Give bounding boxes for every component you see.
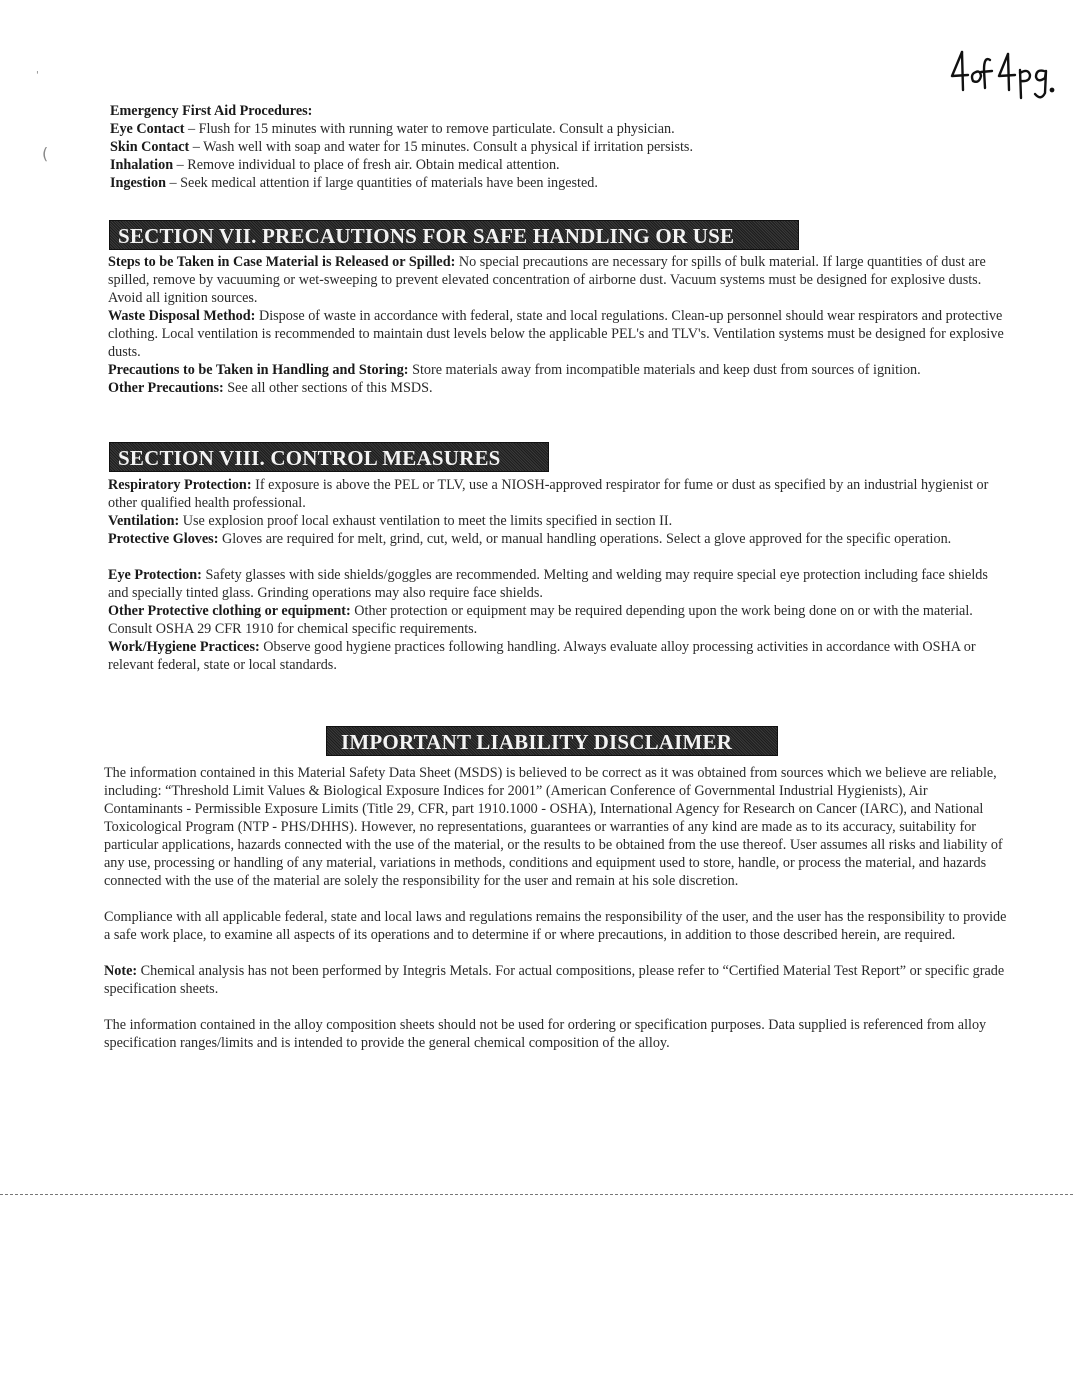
- section-8-banner: SECTION VIII. CONTROL MEASURES: [109, 442, 549, 472]
- spacer: [104, 944, 1009, 962]
- first-aid-inhalation: Inhalation – Remove individual to place of fresh air. Obtain medical attention.: [110, 157, 560, 173]
- handwritten-note-text: 4 of 4pg.: [948, 101, 953, 102]
- disclaimer-body: [104, 764, 1009, 1052]
- section-7-body: [108, 253, 1008, 397]
- scan-mark: (: [42, 144, 49, 163]
- other-precautions: Other Precautions: See all other sections of this MSDS.: [108, 380, 433, 396]
- spill-steps: Steps to be Taken in Case Material is Released or Spilled: No special precautions are necessary for spills of bulk material. If large quantities of dust are spilled, remove by vacuuming or wet-sweeping to prevent elevated concentration of airborne dust. Vacuum systems must be designed for explosive dusts. Avoid all ignition sources.: [108, 254, 986, 306]
- first-aid-skin: Skin Contact – Wash well with soap and water for 15 minutes. Consult a physical if irritation persists.: [110, 139, 693, 155]
- handwriting-drawing: [948, 46, 1058, 102]
- disclaimer-paragraph-1: The information contained in this Material Safety Data Sheet (MSDS) is believed to be correct as it was obtained from sources which we believe are reliable, including: “Threshold Limit Values & Biological Exposure Indices for 2001” (American Conference of Governmental Industrial Hygienists), Air Contaminants - Permissible Exposure Limits (Title 29, CFR, part 1910.1000 - OSHA), International Agency for Research on Cancer (IARC), and National Toxicological Program (NTP - PHS/DHHS). However, no representations, guarantees or warranties of any kind are made as to its accuracy, suitability for particular applications, hazards connected with the use of the material, or the results to be obtained from the use thereof. User assumes all risks and liability of any use, processing or handling of any material, variations in methods, conditions and equipment used to store, handle, or process the material, and hazards connected with the use of the material are solely the responsibility for the user and remain at his sole discretion.: [104, 765, 1003, 889]
- handwritten-page-note: [948, 46, 1058, 102]
- waste-disposal: Waste Disposal Method: Dispose of waste in accordance with federal, state and local regulations. Clean-up personnel should wear respirators and protective clothing. Local ventilation is recommended to maintain dust levels below the applicable PEL's and TLV's. Ventilation systems must be designed for explosive dusts.: [108, 308, 1004, 360]
- scan-mark: ': [36, 70, 39, 81]
- spacer: [104, 998, 1009, 1016]
- disclaimer-note: Note: Chemical analysis has not been performed by Integris Metals. For actual compositions, please refer to “Certified Material Test Report” or specific grade specification sheets.: [104, 963, 1005, 997]
- handling-storing: Precautions to be Taken in Handling and Storing: Store materials away from incompatible materials and keep dust from sources of ignition.: [108, 362, 921, 378]
- first-aid-eye: Eye Contact – Flush for 15 minutes with running water to remove particulate. Consult a physician.: [110, 121, 675, 137]
- spacer: [104, 890, 1009, 908]
- spacer: [108, 548, 1008, 566]
- emergency-first-aid: [110, 102, 870, 192]
- respiratory-protection: Respiratory Protection: If exposure is above the PEL or TLV, use a NIOSH-approved respirator for fume or dust as specified by an industrial hygienist or other qualified health professional.: [108, 477, 989, 511]
- ventilation: Ventilation: Use explosion proof local exhaust ventilation to meet the limits specified in section II.: [108, 513, 673, 529]
- section-7-banner: SECTION VII. PRECAUTIONS FOR SAFE HANDLING OR USE: [109, 220, 799, 250]
- protective-gloves: Protective Gloves: Gloves are required for melt, grind, cut, weld, or manual handling operations. Select a glove approved for the specific operation.: [108, 531, 952, 547]
- first-aid-ingestion: Ingestion – Seek medical attention if large quantities of materials have been ingested.: [110, 175, 598, 191]
- work-hygiene-practices: Work/Hygiene Practices: Observe good hygiene practices following handling. Always evaluate alloy processing activities in accordance with OSHA or relevant federal, state or local standards.: [108, 639, 976, 673]
- disclaimer-paragraph-2: Compliance with all applicable federal, state and local laws and regulations remains the responsibility of the user, and the user has the responsibility to provide a safe work place, to examine all aspects of its operations and to determine if or where precautions, in addition to those described herein, are required.: [104, 909, 1007, 943]
- emergency-heading: Emergency First Aid Procedures:: [110, 103, 313, 119]
- eye-protection: Eye Protection: Safety glasses with side shields/goggles are recommended. Melting and welding may require special eye protection including face shields and specially tinted glass. Grinding operations may also require face shields.: [108, 567, 988, 601]
- other-protective-clothing: Other Protective clothing or equipment: Other protection or equipment may be required depending upon the work being done on or with the material. Consult OSHA 29 CFR 1910 for chemical specific requirements.: [108, 603, 973, 637]
- section-8-body: [108, 476, 1008, 674]
- page-divider-rule: [0, 1194, 1073, 1195]
- disclaimer-banner: IMPORTANT LIABILITY DISCLAIMER: [326, 726, 778, 756]
- disclaimer-paragraph-4: The information contained in the alloy composition sheets should not be used for ordering or specification purposes. Data supplied is referenced from alloy specification ranges/limits and is intended to provide the general chemical composition of the alloy.: [104, 1017, 987, 1051]
